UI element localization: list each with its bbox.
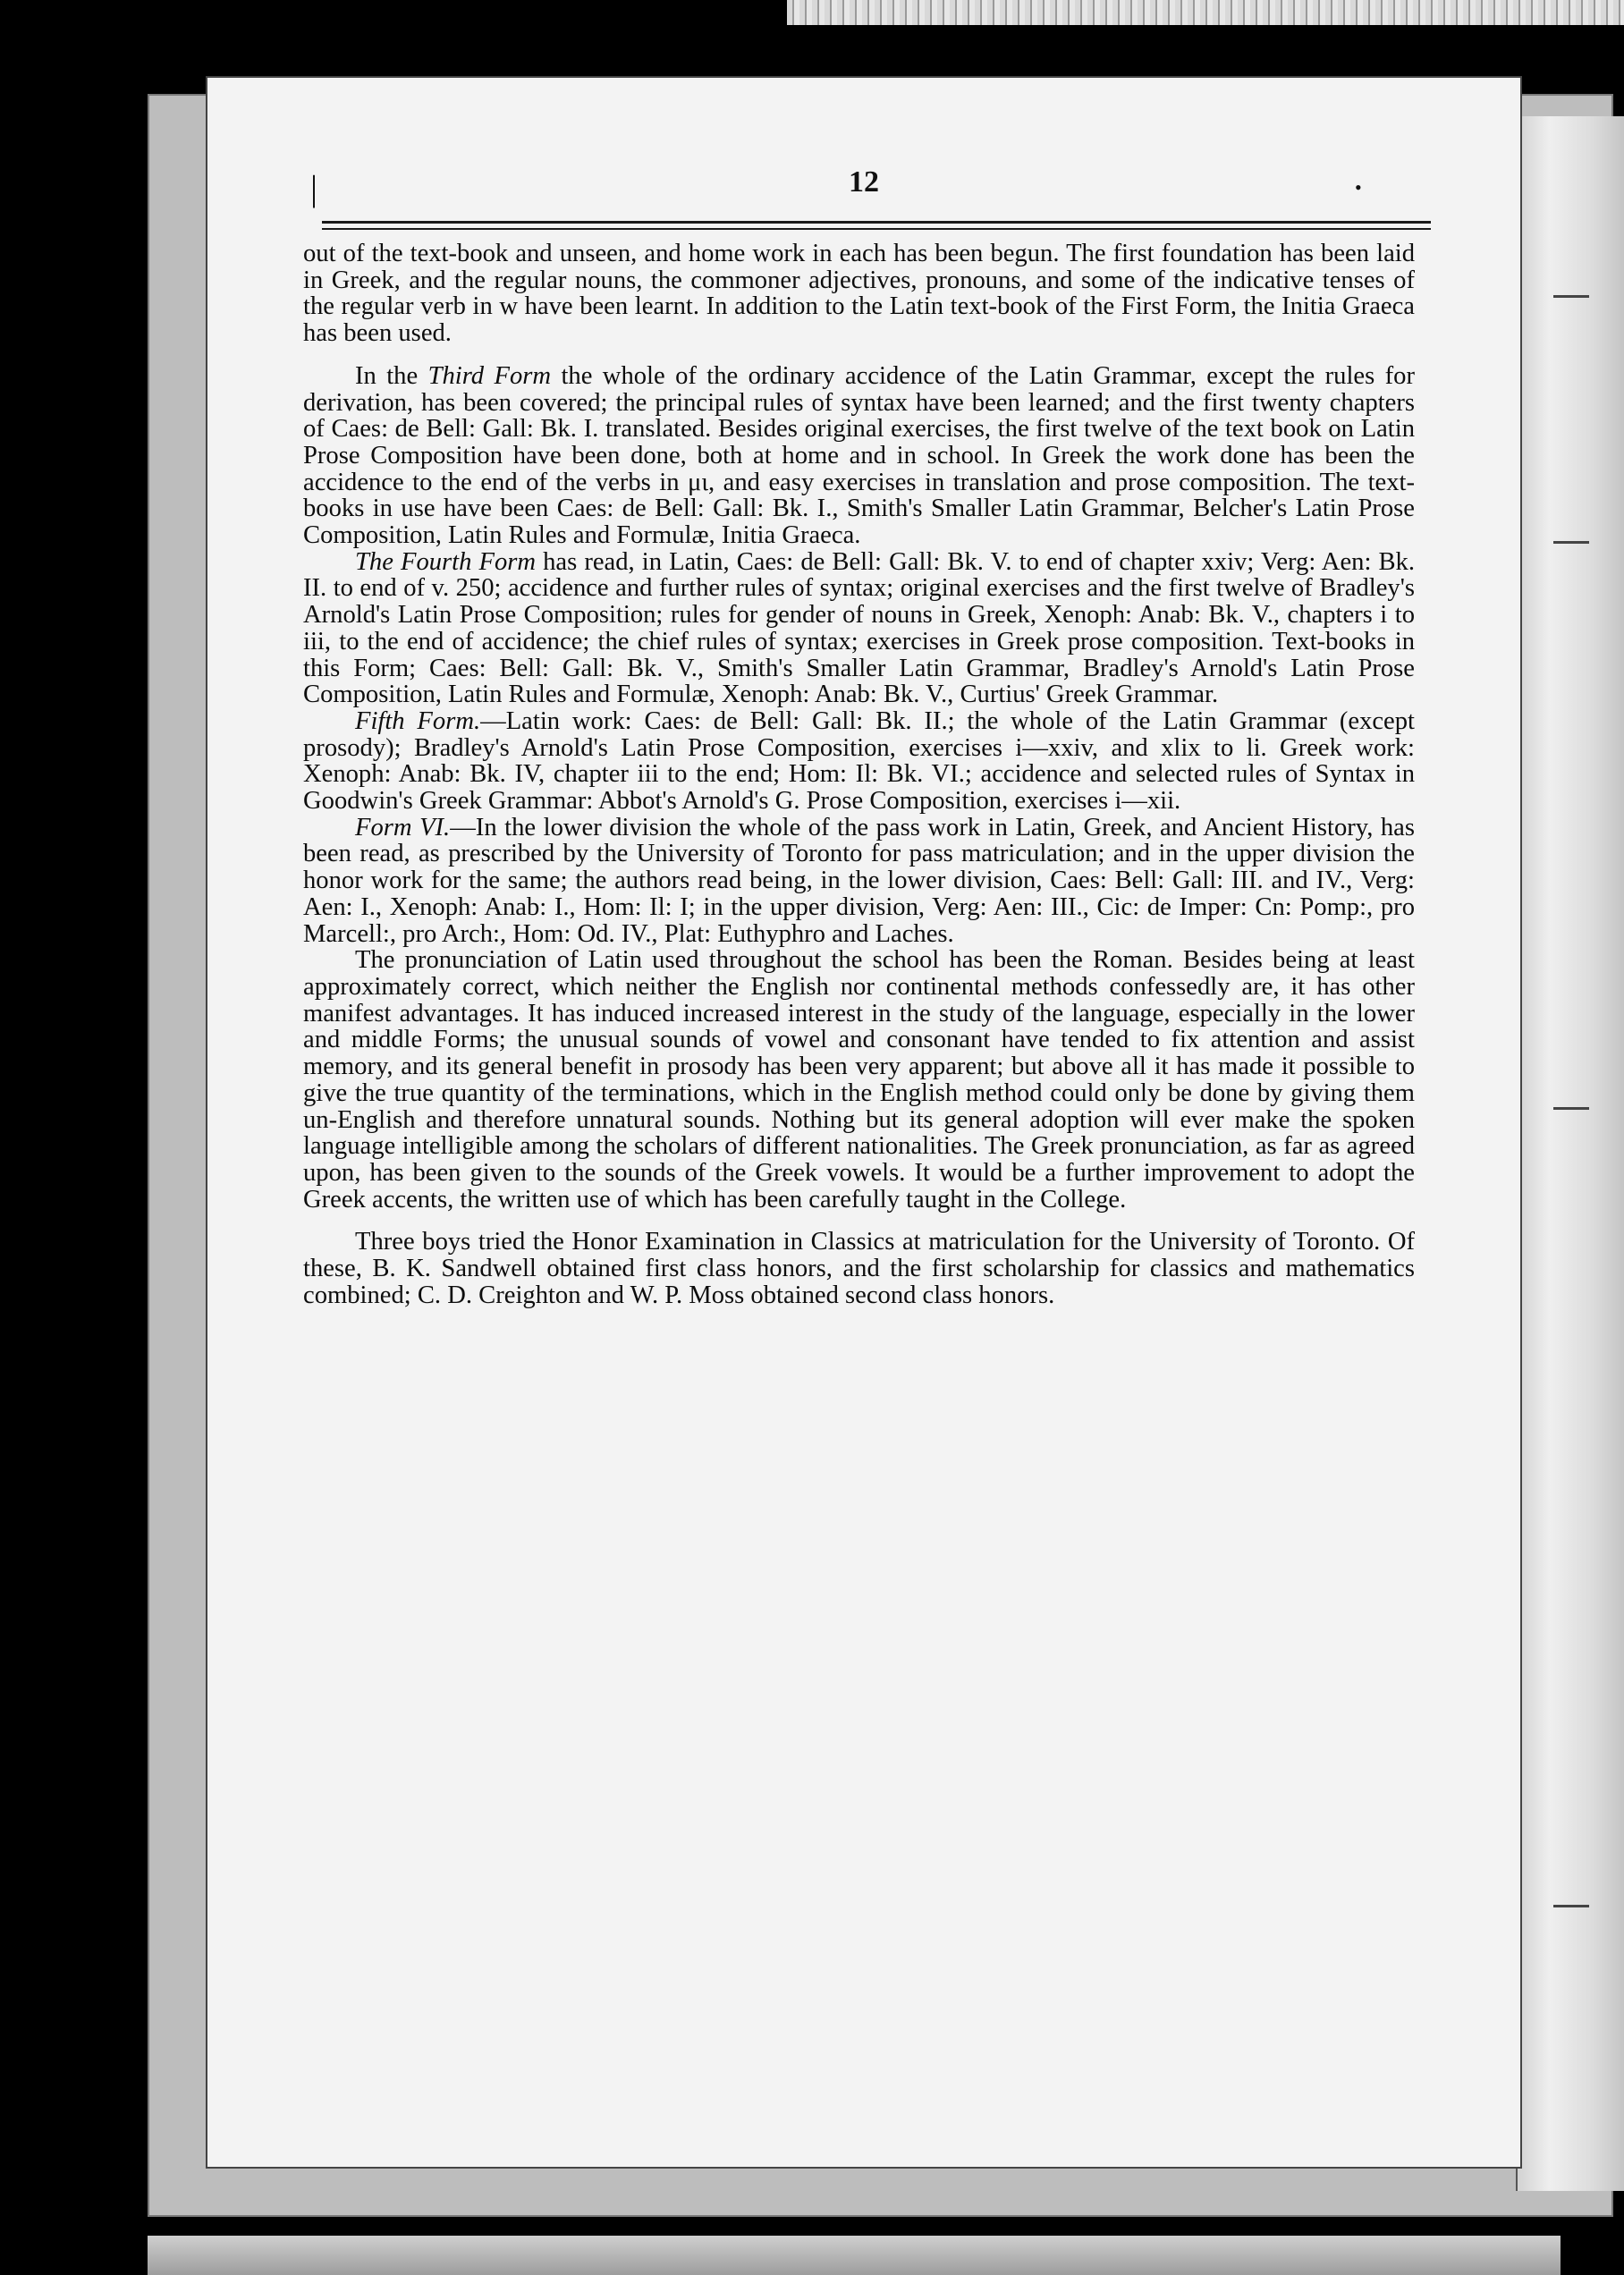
margin-mark: | — [310, 168, 318, 208]
form-name: Third Form — [427, 361, 552, 390]
page-number: 12 — [849, 165, 879, 199]
binding-mark — [1553, 541, 1589, 544]
paragraph — [303, 1229, 1415, 1308]
header-rule — [322, 221, 1431, 224]
binding-mark — [1553, 1905, 1589, 1907]
paragraph — [303, 947, 1415, 1213]
paragraph — [303, 549, 1415, 708]
paragraph — [303, 363, 1415, 549]
form-name: Fifth Form. — [355, 706, 481, 735]
scan-edge-top — [787, 0, 1624, 25]
header-rule — [322, 228, 1431, 230]
binding-mark — [1553, 295, 1589, 298]
document-page — [206, 76, 1522, 2169]
paragraph — [303, 708, 1415, 815]
text-run: —In the lower division the whole of the pass work in Latin, Greek, and Ancient History, has been read, as prescribed by the University of Toronto for pass matriculation; and in the upper division the honor work for the same; the authors read being, in the lower division, Caes: Bell: Gall: III. and IV., Verg: Aen: I., Xenoph: Anab: I., Hom: Il: I; in the upper division, Verg: Aen: III., Cic: de Imper: Cn: Pomp:, pro Marcell:, pro Arch:, Hom: Od. IV., Plat: Euthyphro and Laches. — [303, 813, 1416, 948]
body-text — [303, 241, 1415, 1308]
margin-dot: • — [1355, 176, 1362, 199]
paragraph — [303, 241, 1415, 347]
text-run: out of the text-book and unseen, and home work in each has been begun. The first foundation has been laid in Greek, and the regular nouns, the commoner adjectives, pronouns, and some of the indicative tenses of the regular verb in w have been learnt. In addition to the Latin text-book of the First Form, the Initia Graeca has been used. — [303, 240, 1415, 348]
text-run: has read, in Latin, Caes: de Bell: Gall: Bk. V. to end of chapter xxiv; Verg: Aen: Bk. II. to end of v. 250; accidence and further rules of syntax; original exercises and the first twelve of Bradley's Arnold's Latin Prose Composition; rules for gender of nouns in Greek, Xenoph: Anab: Bk. V., chapters i to iii, to the end of accidence; the chief rules of syntax; exercises in Greek prose composition. Text-books in this Form; Caes: Bell: Gall: Bk. V., Smith's Smaller Latin Grammar, Bradley's Arnold's Latin Prose Composition, Latin Rules and Formulæ, Xenoph: Anab: Bk. V., Curtius' Greek Grammar. — [303, 547, 1415, 709]
text-run: —Latin work: Caes: de Bell: Gall: Bk. II.; the whole of the Latin Grammar (except prosody); Bradley's Arnold's Latin Prose Composition, exercises i—xxiv, and xlix to li. Greek work: Xenoph: Anab: Bk. IV, chapter iii to the end; Hom: Il: Bk. VI.; accidence and selected rules of Syntax in Goodwin's Greek Grammar: Abbot's Arnold's G. Prose Composition, exercises i—xii. — [303, 706, 1415, 816]
scan-edge-bottom — [148, 2236, 1561, 2275]
text-run: The pronunciation of Latin used throughout the school has been the Roman. Besides being at least approximately correct, which neither the English nor continental methods confessedly are, it has other manifest advantages. It has induced increased interest in the study of the language, especially in the lower and middle Forms; the unusual sounds of vowel and consonant have tended to fix attention and assist memory, and its general benefit in prosody has been very apparent; but above all it has made it possible to give the true quantity of the terminations, which in the English method could only be done by giving them un-English and therefore unnatural sounds. Nothing but its general adoption will ever make the spoken language intelligible among the scholars of different nationalities. The Greek pronunciation, as far as agreed upon, has been given to the sounds of the Greek vowels. It would be a further improvement to adopt the Greek accents, the written use of which has been carefully taught in the College. — [303, 946, 1415, 1214]
binding-mark — [1553, 1107, 1589, 1110]
form-name: Form VI. — [355, 813, 451, 841]
form-name: The Fourth Form — [355, 547, 537, 576]
text-run: In the — [355, 361, 428, 390]
paragraph — [303, 815, 1415, 948]
text-run: the whole of the ordinary accidence of the Latin Grammar, except the rules for derivation, has been covered; the principal rules of syntax have been learned; and the first twenty chapters of Caes: de Bell: Gall: Bk. I. translated. Besides original exercises, the first twelve of the text book on Latin Prose Composition have been done, both at home and in school. In Greek the work done has been the accidence to the end of the verbs in μι, and easy exercises in translation and prose composition. The text-books in use have been Caes: de Bell: Gall: Bk. I., Smith's Smaller Latin Grammar, Belcher's Latin Prose Composition, Latin Rules and Formulæ, Initia Graeca. — [303, 361, 1415, 550]
adjacent-page-edge — [1516, 116, 1624, 2191]
text-run: Three boys tried the Honor Examination in Classics at matriculation for the University of Toronto. Of these, B. K. Sandwell obtained first class honors, and the first scholarship for classics and mathematics combined; C. D. Creighton and W. P. Moss obtained second class honors. — [303, 1228, 1415, 1309]
